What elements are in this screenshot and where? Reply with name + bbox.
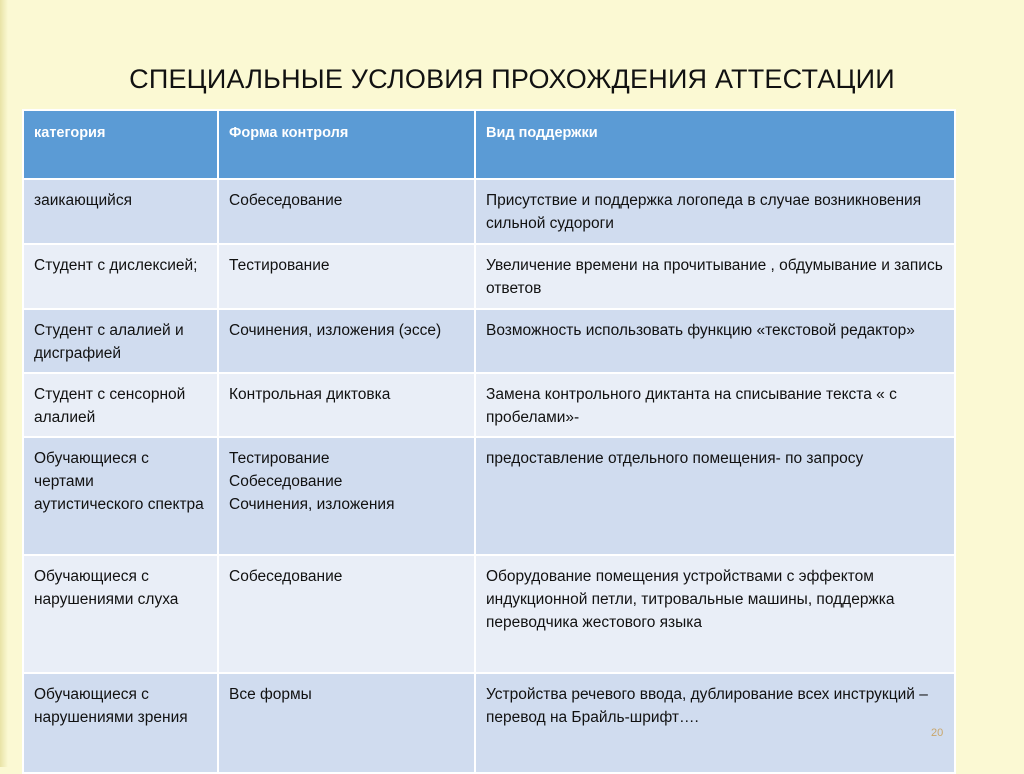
header-support-type: Вид поддержки <box>475 110 955 179</box>
cell-control-form: Тестирование <box>218 244 475 309</box>
table-row <box>23 437 955 555</box>
table-row <box>23 555 955 673</box>
cell-control-form: Сочинения, изложения (эссе) <box>218 309 475 373</box>
cell-support-type: Оборудование помещения устройствами с эффектом индукционной петли, титровальные машины, поддержка переводчика жестового языка <box>475 555 955 673</box>
slide-edge-shadow <box>0 0 8 767</box>
table-row <box>23 373 955 437</box>
cell-category: Студент с алалией и дисграфией <box>23 309 218 373</box>
cell-support-type: Замена контрольного диктанта на списывание текста « с пробелами»- <box>475 373 955 437</box>
cell-support-type: предоставление отдельного помещения- по запросу <box>475 437 955 555</box>
cell-control-form: Собеседование <box>218 179 475 244</box>
table-row <box>23 673 955 773</box>
cell-category: Студент с дислексией; <box>23 244 218 309</box>
table-header-row <box>23 110 955 179</box>
cell-support-type: Присутствие и поддержка логопеда в случае возникновения сильной судороги <box>475 179 955 244</box>
cell-control-form: Собеседование <box>218 555 475 673</box>
cell-control-form: Все формы <box>218 673 475 773</box>
cell-support-type: Возможность использовать функцию «текстовой редактор» <box>475 309 955 373</box>
page-number: 20 <box>931 727 944 739</box>
cell-support-type: Устройства речевого ввода, дублирование всех инструкций – перевод на Брайль-шрифт…. <box>475 673 955 773</box>
cell-category: Студент с сенсорной алалией <box>23 373 218 437</box>
table-row <box>23 179 955 244</box>
cell-control-form: Контрольная диктовка <box>218 373 475 437</box>
header-category: категория <box>23 110 218 179</box>
cell-category: Обучающиеся с нарушениями зрения <box>23 673 218 773</box>
cell-category: Обучающиеся с нарушениями слуха <box>23 555 218 673</box>
table-row <box>23 309 955 373</box>
attestation-conditions-table <box>22 109 956 774</box>
slide-title: СПЕЦИАЛЬНЫЕ УСЛОВИЯ ПРОХОЖДЕНИЯ АТТЕСТАЦИИ <box>129 64 895 94</box>
header-control-form: Форма контроля <box>218 110 475 179</box>
cell-control-form: Тестирование Собеседование Сочинения, изложения <box>218 437 475 555</box>
cell-category: Обучающиеся с чертами аутистического спектра <box>23 437 218 555</box>
cell-category: заикающийся <box>23 179 218 244</box>
cell-support-type: Увеличение времени на прочитывание , обдумывание и запись ответов <box>475 244 955 309</box>
table-row <box>23 244 955 309</box>
